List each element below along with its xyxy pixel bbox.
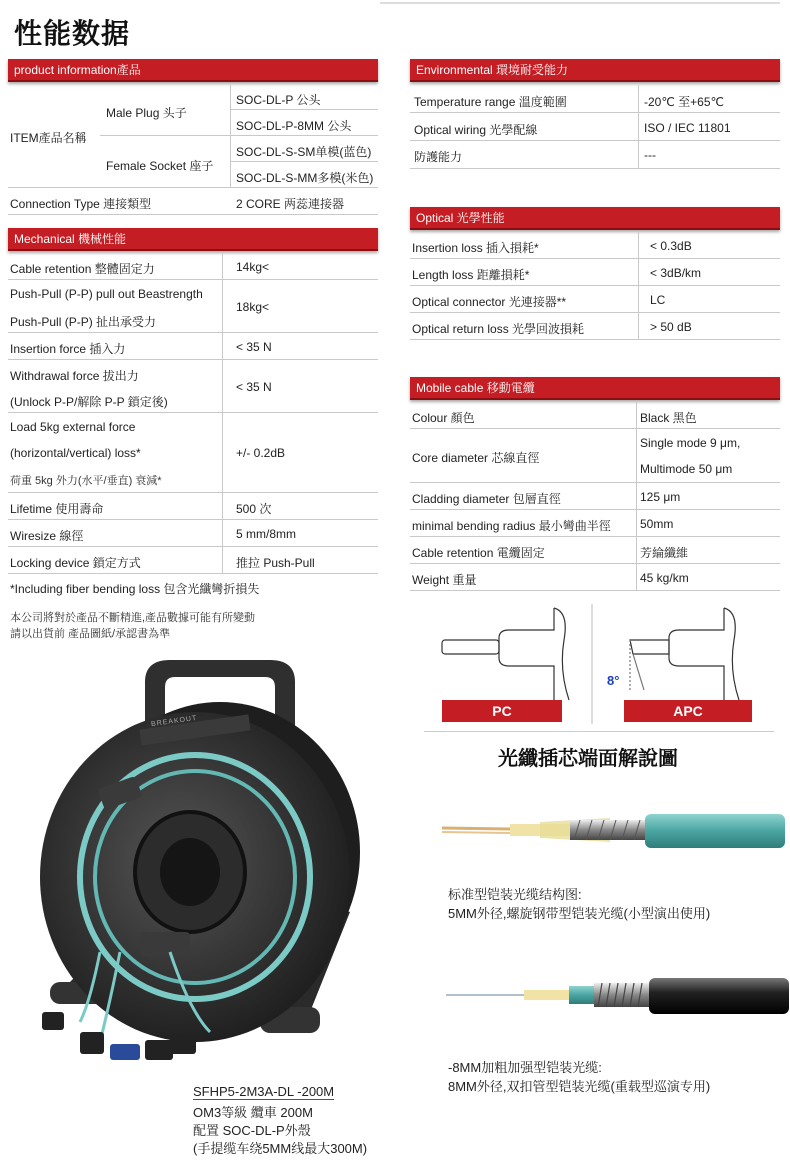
mech-value: 18kg< bbox=[236, 300, 270, 314]
mech-label: Load 5kg external force bbox=[10, 420, 136, 434]
table-row bbox=[8, 413, 378, 493]
ferrule-rule bbox=[424, 731, 774, 732]
pc-label: PC bbox=[442, 700, 562, 722]
table-row bbox=[8, 520, 378, 547]
item-label: ITEM產品名稱 bbox=[10, 131, 87, 145]
female-value-2: SOC-DL-S-MM多模(米色) bbox=[236, 171, 374, 185]
mob-value: Black 黑色 bbox=[640, 411, 697, 425]
cable1-line1: 标准型铠装光缆结构图: bbox=[448, 887, 582, 902]
cable2-line1: -8MM加粗加强型铠装光缆: bbox=[448, 1060, 602, 1075]
pc-ferrule-drawing bbox=[442, 608, 569, 710]
mech-label-sub: (Unlock P-P/解除 P-P 鎖定後) bbox=[10, 395, 168, 409]
env-label: Temperature range 溫度範圍 bbox=[414, 95, 567, 109]
mech-label: Lifetime 使用壽命 bbox=[10, 502, 104, 516]
opt-label: Insertion loss 插入損耗* bbox=[412, 241, 539, 255]
mob-label: minimal bending radius 最小彎曲半徑 bbox=[412, 519, 611, 533]
angle-label: 8° bbox=[607, 673, 620, 688]
mech-label: Insertion force 插入力 bbox=[10, 342, 126, 356]
table-row bbox=[8, 253, 378, 280]
mob-label: Cladding diameter 包層直徑 bbox=[412, 492, 561, 506]
mob-value-2: Multimode 50 μm bbox=[640, 462, 733, 476]
cable-reel-image bbox=[20, 652, 390, 1072]
ferrule-caption: 光纖插芯端面解說圖 bbox=[498, 746, 678, 770]
opt-label: Optical return loss 光學回波損耗 bbox=[412, 322, 585, 336]
female-socket-label: Female Socket 座子 bbox=[106, 159, 214, 173]
table-row bbox=[410, 429, 780, 483]
opt-value: > 50 dB bbox=[650, 320, 692, 334]
mech-value: 14kg< bbox=[236, 260, 270, 274]
mech-value: 500 次 bbox=[236, 502, 272, 516]
mechanical-header: Mechanical 機械性能 bbox=[8, 228, 378, 251]
mech-label-sub: Push-Pull (P-P) 扯出承受力 bbox=[10, 315, 157, 329]
apc-label: APC bbox=[624, 700, 752, 722]
connection-value: 2 CORE 两蕊連接器 bbox=[236, 197, 345, 211]
mech-value: < 35 N bbox=[236, 380, 272, 394]
table-row bbox=[410, 85, 780, 113]
connection-row bbox=[8, 188, 378, 215]
table-row bbox=[8, 280, 378, 333]
table-row bbox=[410, 259, 780, 286]
mechanical-footnote: *Including fiber bending loss 包含光纖彎折損失 bbox=[10, 582, 260, 596]
mech-value: +/- 0.2dB bbox=[236, 446, 286, 460]
opt-value: < 0.3dB bbox=[650, 239, 692, 253]
mob-value: 50mm bbox=[640, 517, 674, 531]
notice-line-2: 請以出貨前 產品圖紙/承認書為準 bbox=[10, 628, 171, 640]
opt-label: Length loss 距離損耗* bbox=[412, 268, 530, 282]
env-value: ISO / IEC 11801 bbox=[644, 121, 731, 135]
cable1-line2: 5MM外径,螺旋钢带型铠装光缆(小型演出使用) bbox=[448, 906, 711, 921]
table-row bbox=[410, 537, 780, 564]
male-value-2: SOC-DL-P-8MM 公头 bbox=[236, 119, 352, 133]
mech-value: < 35 N bbox=[236, 340, 272, 354]
mech-label: Wiresize 線徑 bbox=[10, 529, 84, 543]
opt-label: Optical connector 光連接器** bbox=[412, 295, 567, 309]
table-row bbox=[410, 313, 780, 340]
mob-label: Weight 重量 bbox=[412, 573, 477, 587]
mob-value: Single mode 9 μm, bbox=[640, 436, 741, 450]
product-info-block bbox=[8, 84, 378, 188]
top-divider bbox=[380, 2, 780, 4]
armored-cable-5mm-image bbox=[440, 808, 785, 858]
mob-value: 45 kg/km bbox=[640, 571, 689, 585]
mob-label: Cable retention 電纜固定 bbox=[412, 546, 545, 560]
mech-label: Withdrawal force 拔出力 bbox=[10, 369, 139, 383]
table-row bbox=[410, 232, 780, 259]
mech-label: Cable retention 整體固定力 bbox=[10, 262, 155, 276]
mob-value: 125 μm bbox=[640, 490, 681, 504]
female-value-1: SOC-DL-S-SM单模(蓝色) bbox=[236, 145, 372, 159]
table-row bbox=[8, 547, 378, 574]
mech-value: 推拉 Push-Pull bbox=[236, 556, 315, 570]
env-value: -20℃ 至+65℃ bbox=[644, 95, 724, 109]
page-title: 性能数据 bbox=[14, 17, 131, 50]
opt-value: LC bbox=[650, 293, 666, 307]
table-row bbox=[410, 113, 780, 141]
reel-model: SFHP5-2M3A-DL -200M bbox=[193, 1084, 335, 1099]
env-value: --- bbox=[644, 148, 656, 162]
armored-cable-8mm-image bbox=[444, 975, 789, 1019]
table-row bbox=[410, 141, 780, 169]
mob-value: 芳綸纖維 bbox=[640, 546, 689, 560]
notice-line-1: 本公司將對於產品不斷精進,產品數據可能有所變動 bbox=[10, 612, 256, 624]
mech-label-sub: 荷重 5kg 外力(水平/垂直) 衰減* bbox=[10, 475, 162, 487]
mech-label-sub: (horizontal/vertical) loss* bbox=[10, 446, 141, 460]
opt-value: < 3dB/km bbox=[650, 266, 702, 280]
reel-brand-label: BREAKOUT bbox=[150, 714, 198, 729]
male-value-1: SOC-DL-P 公头 bbox=[236, 93, 321, 107]
mech-value: 5 mm/8mm bbox=[236, 527, 296, 541]
table-row bbox=[8, 360, 378, 413]
table-row bbox=[410, 483, 780, 510]
connection-label: Connection Type 連接類型 bbox=[10, 197, 152, 211]
table-row bbox=[410, 564, 780, 591]
reel-line2: OM3等級 纜車 200M bbox=[193, 1105, 313, 1120]
product-info-header: product information產品 bbox=[8, 59, 378, 82]
environmental-header: Environmental 環境耐受能力 bbox=[410, 59, 780, 82]
mob-label: Core diameter 芯線直徑 bbox=[412, 451, 540, 465]
mech-label: Locking device 鎖定方式 bbox=[10, 556, 141, 570]
table-row bbox=[8, 493, 378, 520]
mob-label: Colour 顏色 bbox=[412, 411, 475, 425]
cable2-line2: 8MM外径,双扣管型铠装光缆(重载型巡演专用) bbox=[448, 1079, 711, 1094]
env-label: Optical wiring 光學配線 bbox=[414, 123, 538, 137]
mech-label: Push-Pull (P-P) pull out Beastrength bbox=[10, 287, 203, 301]
optical-header: Optical 光學性能 bbox=[410, 207, 780, 230]
apc-ferrule-drawing bbox=[630, 608, 739, 710]
table-row bbox=[410, 402, 780, 429]
table-row bbox=[410, 510, 780, 537]
table-row bbox=[410, 286, 780, 313]
reel-line4: (手提缆车绕5MM线最大300M) bbox=[193, 1141, 368, 1156]
env-label: 防護能力 bbox=[414, 150, 463, 164]
reel-line3: 配置 SOC-DL-P外殼 bbox=[193, 1123, 311, 1138]
male-plug-label: Male Plug 头子 bbox=[106, 106, 187, 120]
mobile-header: Mobile cable 移動電纜 bbox=[410, 377, 780, 400]
table-row bbox=[8, 333, 378, 360]
